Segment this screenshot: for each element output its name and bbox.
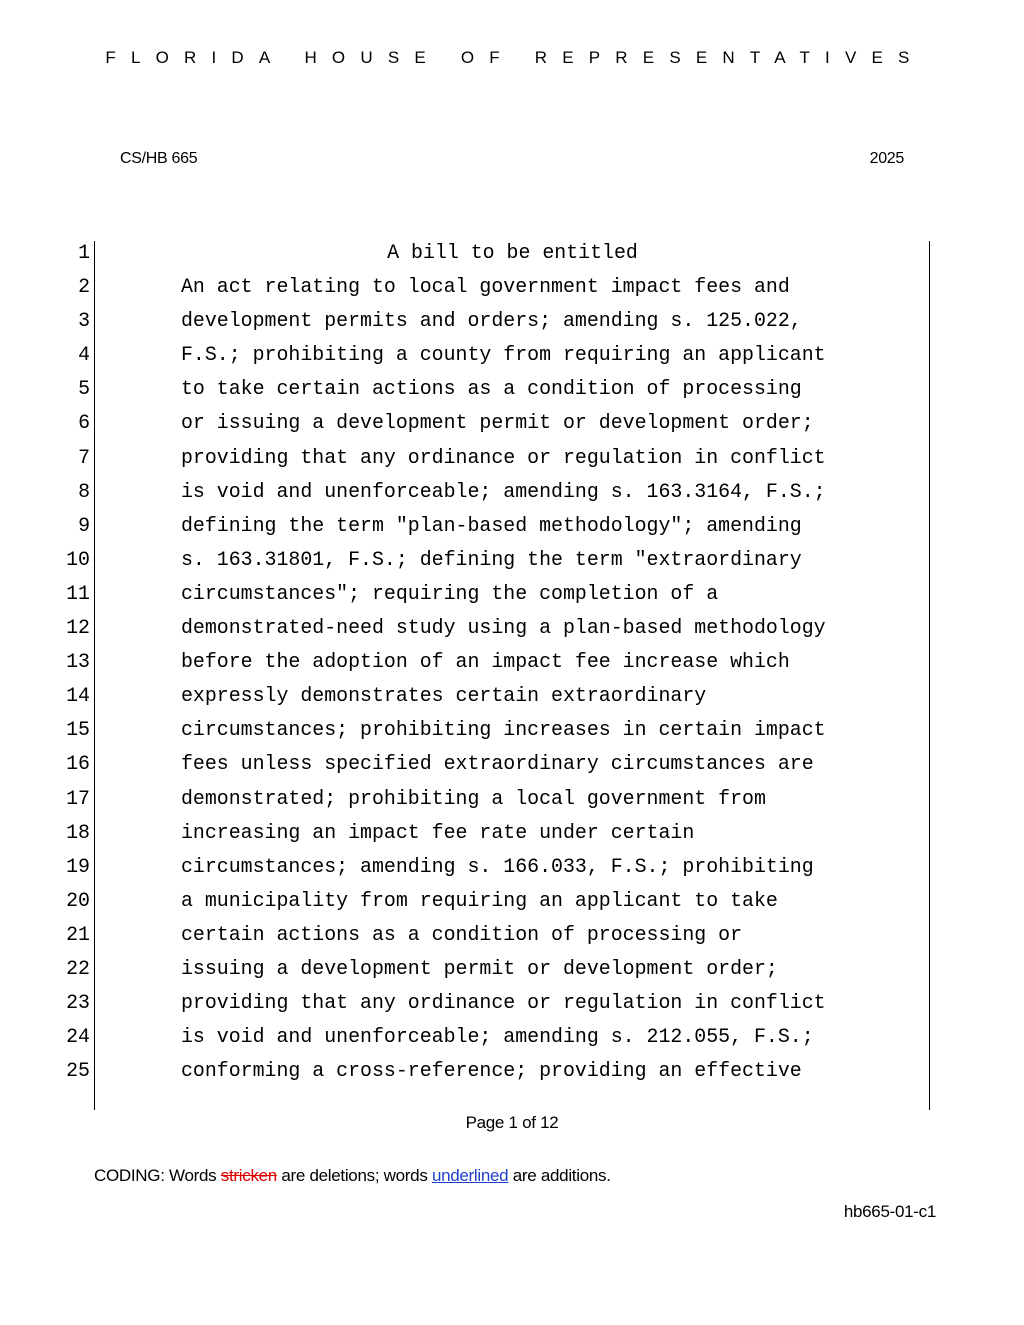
bill-line [0, 679, 1024, 713]
bill-line [0, 236, 1024, 270]
line-text: before the adoption of an impact fee increase which [181, 650, 790, 674]
line-text: is void and unenforceable; amending s. 212.055, F.S.; [181, 1025, 814, 1049]
line-number: 2 [78, 275, 90, 299]
bill-line [0, 747, 1024, 781]
line-text: providing that any ordinance or regulation in conflict [181, 991, 826, 1015]
line-number: 9 [78, 513, 90, 537]
line-text: increasing an impact fee rate under certain [181, 820, 695, 844]
line-number: 13 [66, 650, 90, 674]
coding-legend-suffix: are additions. [508, 1166, 611, 1185]
line-number: 25 [66, 1059, 90, 1083]
line-text: to take certain actions as a condition of processing [181, 377, 802, 401]
bill-line [0, 406, 1024, 440]
bill-line [0, 952, 1024, 986]
line-text: a municipality from requiring an applicant to take [181, 888, 778, 912]
line-text: conforming a cross-reference; providing an effective [181, 1059, 802, 1083]
bill-title: A bill to be entitled [387, 241, 638, 264]
line-text: s. 163.31801, F.S.; defining the term "extraordinary [181, 547, 802, 571]
bill-line [0, 338, 1024, 372]
bill-year: 2025 [869, 150, 904, 167]
line-number: 4 [78, 343, 90, 367]
coding-legend [94, 1166, 611, 1186]
bill-line [0, 918, 1024, 952]
line-number: 15 [66, 718, 90, 742]
bill-line [0, 543, 1024, 577]
line-text: or issuing a development permit or development order; [181, 411, 814, 435]
line-number: 24 [66, 1025, 90, 1049]
bill-line [0, 1054, 1024, 1088]
bill-line [0, 441, 1024, 475]
letterhead: FLORIDA HOUSE OF REPRESENTATIVES [105, 48, 925, 67]
line-text: issuing a development permit or development order; [181, 956, 778, 980]
line-number: 11 [66, 581, 90, 605]
line-number: 6 [78, 411, 90, 435]
line-text: F.S.; prohibiting a county from requiring an applicant [181, 343, 826, 367]
bill-line [0, 816, 1024, 850]
coding-legend-prefix: CODING: Words [94, 1166, 221, 1185]
line-number: 17 [66, 786, 90, 810]
line-text: is void and unenforceable; amending s. 163.3164, F.S.; [181, 479, 826, 503]
bill-line [0, 986, 1024, 1020]
bill-line [0, 850, 1024, 884]
line-text: fees unless specified extraordinary circumstances are [181, 752, 814, 776]
line-text: An act relating to local government impact fees and [181, 275, 790, 299]
line-text: circumstances"; requiring the completion of a [181, 581, 719, 605]
bill-text-body [0, 236, 1024, 1088]
bill-line [0, 1020, 1024, 1054]
line-number: 14 [66, 684, 90, 708]
line-text: development permits and orders; amending s. 125.022, [181, 309, 802, 333]
bill-line [0, 372, 1024, 406]
line-number: 8 [78, 479, 90, 503]
line-text: demonstrated; prohibiting a local government from [181, 786, 766, 810]
line-text: defining the term "plan-based methodology"; amending [181, 513, 802, 537]
bill-line [0, 509, 1024, 543]
bill-line [0, 577, 1024, 611]
bill-line [0, 645, 1024, 679]
line-number: 21 [66, 922, 90, 946]
line-number: 22 [66, 956, 90, 980]
line-text: providing that any ordinance or regulation in conflict [181, 445, 826, 469]
line-number: 18 [66, 820, 90, 844]
bill-line [0, 884, 1024, 918]
line-number: 20 [66, 888, 90, 912]
line-number: 3 [78, 309, 90, 333]
bill-line [0, 475, 1024, 509]
bill-line [0, 611, 1024, 645]
line-text: circumstances; prohibiting increases in certain impact [181, 718, 826, 742]
line-number: 12 [66, 616, 90, 640]
coding-stricken-sample: stricken [220, 1166, 277, 1185]
coding-underlined-sample: underlined [431, 1166, 509, 1185]
line-number: 5 [78, 377, 90, 401]
line-text: circumstances; amending s. 166.033, F.S.; prohibiting [181, 854, 814, 878]
line-number: 7 [78, 445, 90, 469]
document-code: hb665-01-c1 [843, 1202, 936, 1221]
line-text: certain actions as a condition of processing or [181, 922, 743, 946]
bill-line [0, 713, 1024, 747]
line-text: expressly demonstrates certain extraordinary [181, 684, 707, 708]
bill-line [0, 304, 1024, 338]
bill-id: CS/HB 665 [120, 150, 198, 167]
coding-legend-middle: are deletions; words [276, 1166, 432, 1185]
line-number: 23 [66, 991, 90, 1015]
line-text: demonstrated-need study using a plan-based methodology [181, 616, 826, 640]
bill-line [0, 782, 1024, 816]
bill-line [0, 270, 1024, 304]
page-number: Page 1 of 12 [465, 1113, 559, 1132]
line-number: 10 [66, 547, 90, 571]
line-number: 1 [78, 241, 90, 264]
line-number: 16 [66, 752, 90, 776]
line-number: 19 [66, 854, 90, 878]
